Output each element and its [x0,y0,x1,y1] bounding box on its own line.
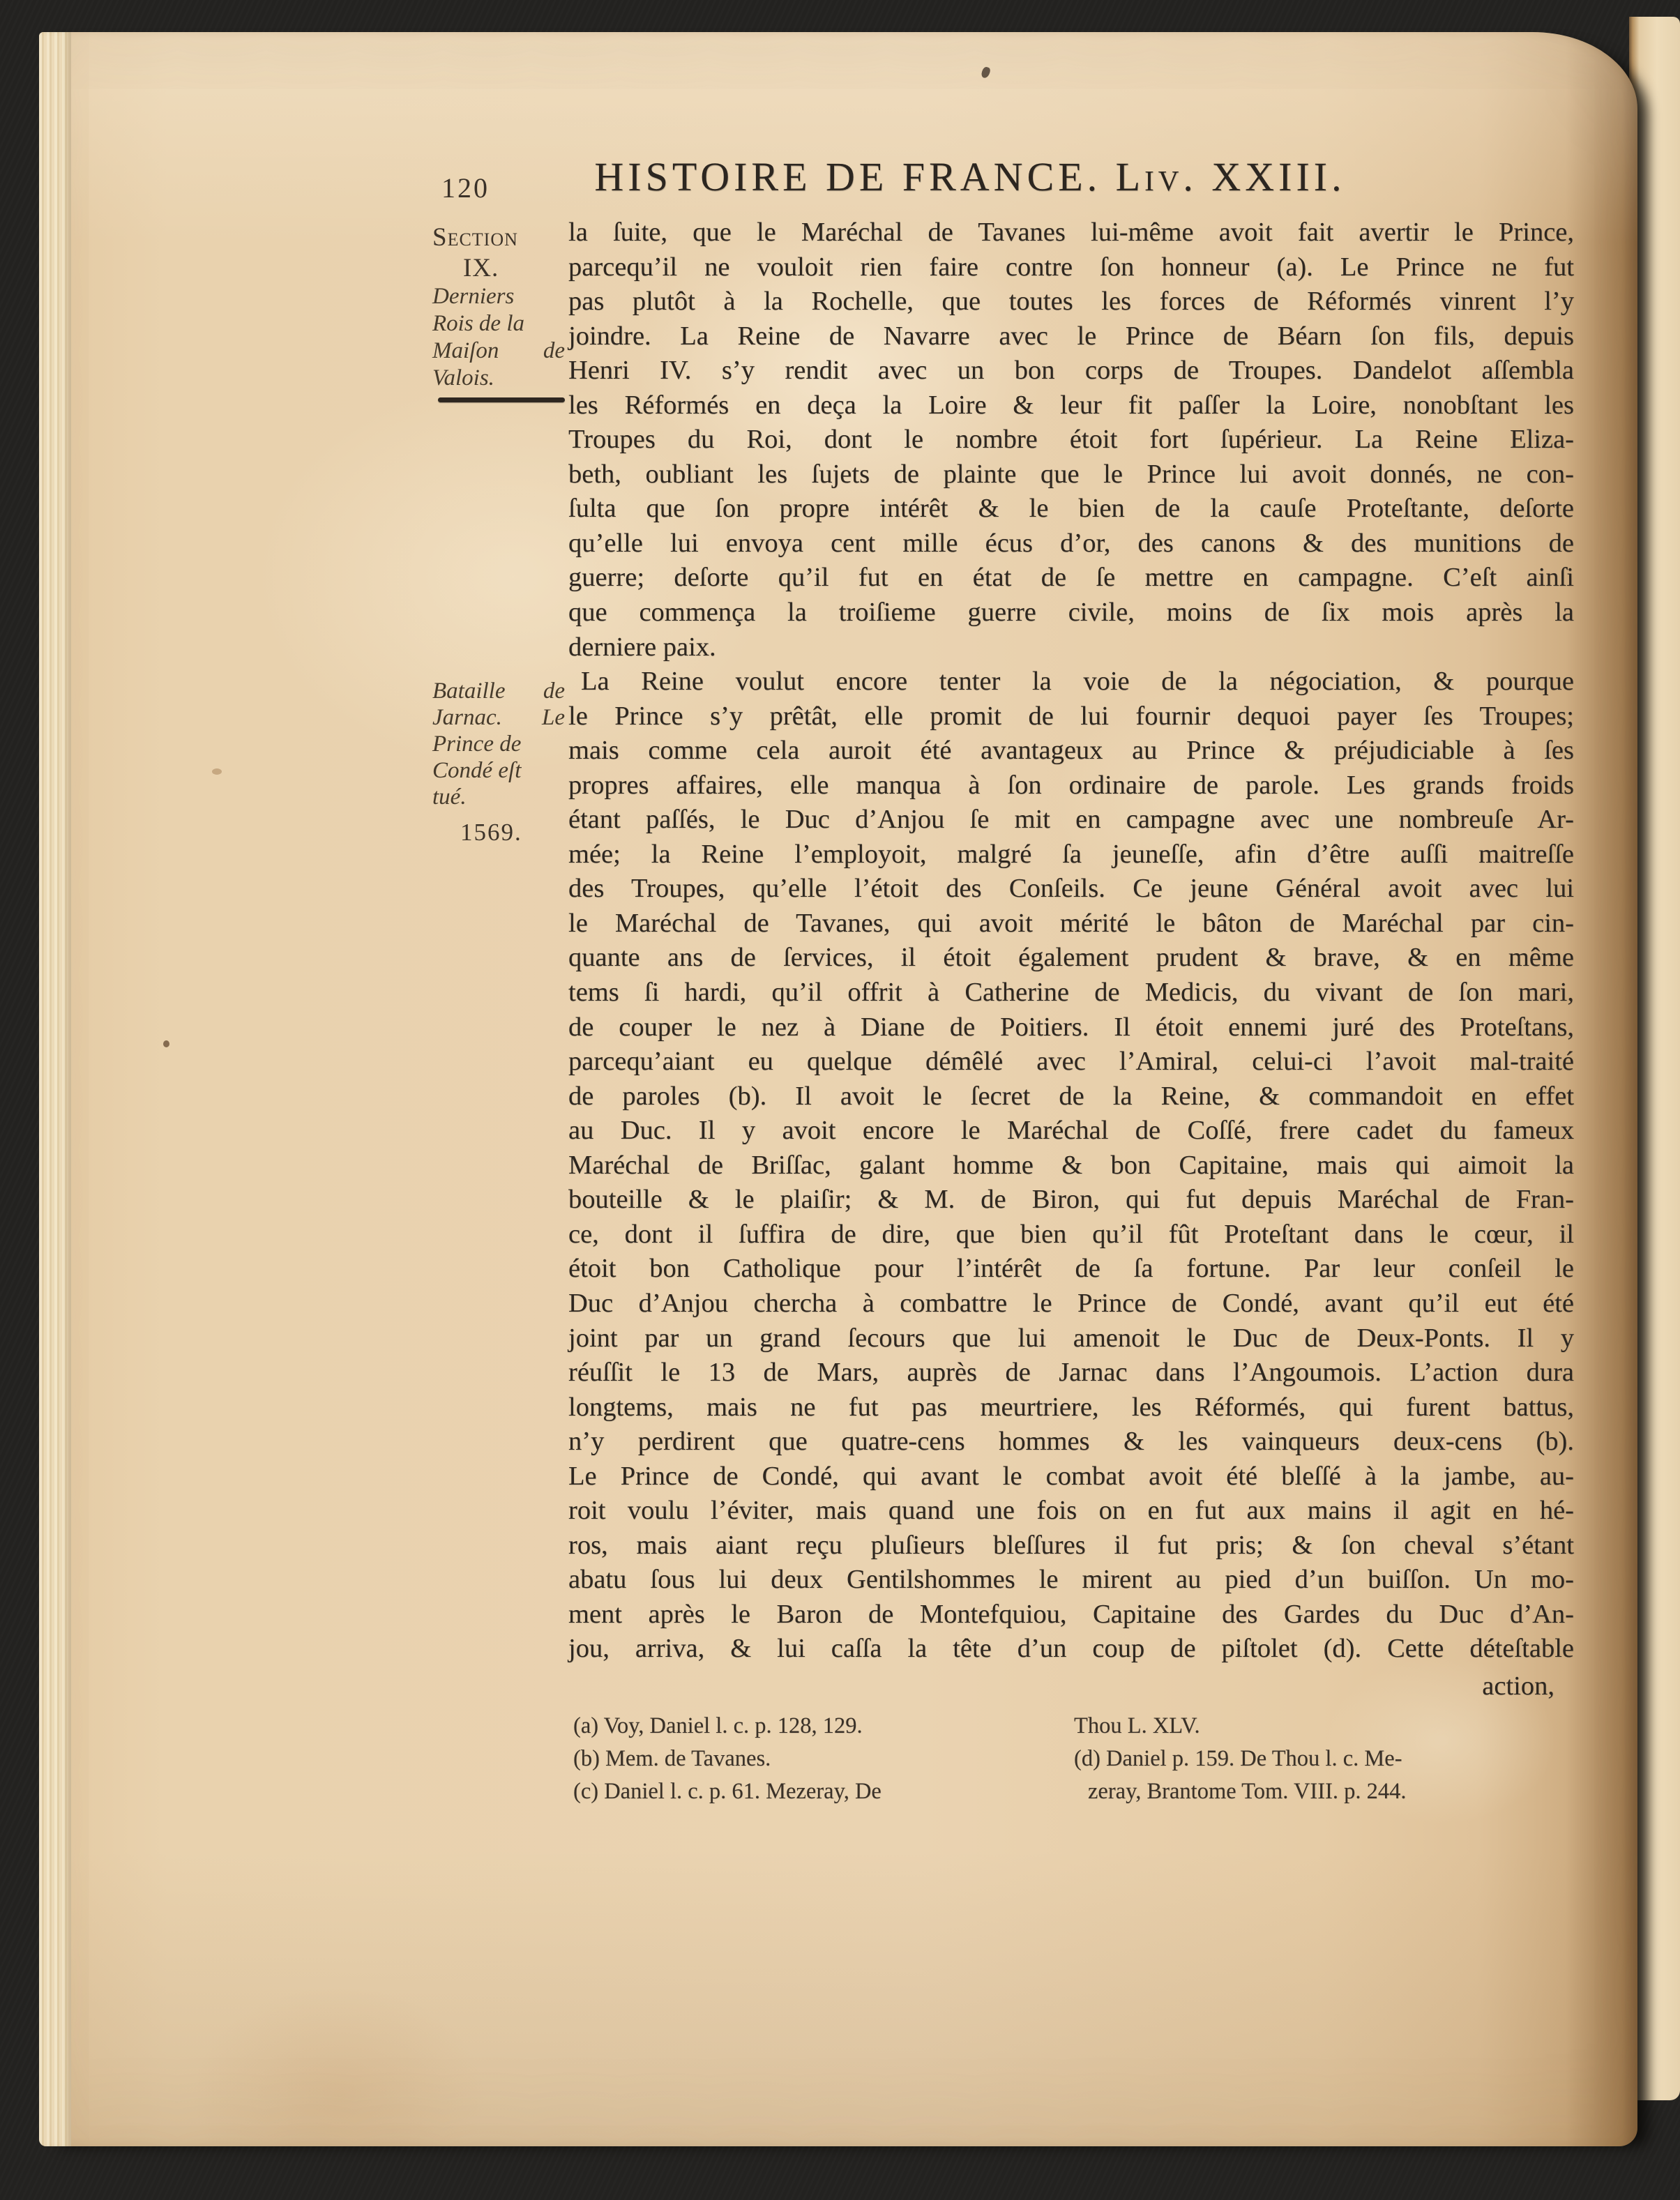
body-line: abatu ſous lui deux Gentilshommes le mirent au pied d’un buiſſon. Un mo- [568,1565,1574,1595]
body-line: roit voulu l’éviter, mais quand une fois on en fut aux mains il agit en hé- [568,1496,1574,1526]
margin-note-line: Jarnac. Le [432,705,565,730]
body-line: ment après le Baron de Montefquiou, Capitaine des Gardes du Duc d’An- [568,1599,1574,1629]
section-number: IX. [463,254,499,282]
margin-note-valois [432,283,565,392]
body-line: la ſuite, que le Maréchal de Tavanes lui-même avoit fait avertir le Prince, [568,218,1574,247]
body-line: Le Prince de Condé, qui avant le combat avoit été bleſſé à la jambe, au- [568,1461,1574,1491]
body-line: des Troupes, qu’elle l’étoit des Conſeils. Ce jeune Général avoit avec lui [568,874,1574,904]
body-line: réuſſit le 13 de Mars, auprès de Jarnac dans l’Angoumois. L’action dura [568,1358,1574,1388]
footnote-line: zeray, Brantome Tom. VIII. p. 244. [1088,1779,1407,1804]
margin-note-line: Derniers [432,284,515,309]
margin-note-line: Maiſon de [432,338,565,363]
body-line: de couper le nez à Diane de Poitiers. Il étoit ennemi juré des Proteſtans, [568,1012,1574,1042]
body-line: ce, dont il ſuffira de dire, que bien qu’il fût Proteſtant dans le cœur, il [568,1219,1574,1249]
margin-note-line: Condé eſt [432,758,522,783]
body-line: de paroles (b). Il avoit le ſecret de la Reine, & commandoit en effet [568,1081,1574,1111]
margin-note-year: 1569. [460,819,522,846]
margin-note-line: Prince de [432,731,522,757]
body-line: beth, oubliant les ſujets de plainte que le Prince lui avoit donnés, ne con- [568,459,1574,489]
body-line: La Reine voulut encore tenter la voie de la négociation, & pourque [581,667,1574,697]
footnote-line: Thou L. XLV. [1074,1713,1200,1738]
body-line: bouteille & le plaiſir; & M. de Biron, qui fut depuis Maréchal de Fran- [568,1185,1574,1215]
body-line: longtems, mais ne fut pas meurtriere, les Réformés, qui furent battus, [568,1392,1574,1422]
ink-speck [981,66,991,79]
body-line: Henri IV. s’y rendit avec un bon corps de Troupes. Dandelot aſſembla [568,356,1574,386]
margin-note-line: Valois. [432,365,494,390]
body-line: derniere paix. [568,632,716,662]
body-line: mais comme cela auroit été avantageux au Prince & préjudiciable à ſes [568,736,1574,766]
body-line: Troupes du Roi, dont le nombre étoit fort ſupérieur. La Reine Eliza- [568,425,1574,455]
body-line: n’y perdirent que quatre-cens hommes & les vainqueurs deux-cens (b). [568,1427,1574,1457]
ink-speck [163,1040,169,1047]
footnote-line: (c) Daniel l. c. p. 61. Mezeray, De [573,1779,881,1804]
catchword: action, [1482,1671,1554,1701]
page-number: 120 [441,172,490,204]
body-line: mée; la Reine l’employoit, malgré ſa jeuneſſe, afin d’être auſſi maitreſſe [568,839,1574,869]
body-line: tems ſi hardi, qu’il offrit à Catherine de Medicis, du vivant de ſon mari, [568,978,1574,1008]
ink-speck [212,768,222,775]
body-line: parcequ’aiant eu quelque démêlé avec l’Amiral, celui-ci l’avoit mal-traité [568,1047,1574,1077]
body-line: étant paſſés, le Duc d’Anjou ſe mit en campagne avec une nombreuſe Ar- [568,805,1574,835]
body-line: jou, arriva, & lui caſſa la tête d’un coup de piſtolet (d). Cette déteſtable [568,1634,1574,1664]
body-line: quante ans de ſervices, il étoit également prudent & brave, & en même [568,943,1574,973]
margin-rule [438,397,565,402]
body-line: ros, mais aiant reçu pluſieurs bleſſures il fut pris; & ſon cheval s’étant [568,1530,1574,1560]
body-line: joint par un grand ſecours que lui amenoit le Duc de Deux-Ponts. Il y [568,1323,1574,1353]
margin-note-line: Rois de la [432,311,524,336]
footnote-line: (b) Mem. de Tavanes. [573,1746,771,1771]
body-line: Duc d’Anjou chercha à combattre le Prince de Condé, avant qu’il eut été [568,1288,1574,1318]
body-line: les Réformés en deça la Loire & leur fit paſſer la Loire, nonobſtant les [568,390,1574,420]
book-page [39,32,1637,2146]
body-line: le Prince s’y prêtât, elle promit de lui fournir dequoi payer ſes Troupes; [568,701,1574,731]
footnote-line: (d) Daniel p. 159. De Thou l. c. Me- [1074,1746,1402,1771]
body-line: étoit bon Catholique pour l’intérêt de ſa fortune. Par leur conſeil le [568,1254,1574,1284]
footnotes-left-column [573,1710,1075,1808]
body-text [568,215,1574,1667]
body-line: parcequ’il ne vouloit rien faire contre ſon honneur (a). Le Prince ne fut [568,252,1574,282]
margin-note-lines [432,678,565,810]
body-line: qu’elle lui envoya cent mille écus d’or, des canons & des munitions de [568,528,1574,558]
running-header: HISTOIRE DE FRANCE. Liv. XXIII. [594,154,1346,199]
margin-note-jarnac [432,678,565,847]
body-line: au Duc. Il y avoit encore le Maréchal de Coſſé, frere cadet du fameux [568,1116,1574,1146]
footnote-line: (a) Voy, Daniel l. c. p. 128, 129. [573,1713,863,1738]
margin-note-line: Bataille de [432,678,565,704]
body-line: que commença la troiſieme guerre civile, moins de ſix mois après la [568,598,1574,628]
body-line: joindre. La Reine de Navarre avec le Prince de Béarn ſon fils, depuis [568,321,1574,351]
page-stack-edge [39,32,71,2146]
body-line: ſulta que ſon propre intérêt & le bien de la cauſe Proteſtante, deſorte [568,494,1574,524]
margin-note-line: tué. [432,784,467,810]
margin-note-section [432,222,565,392]
section-label: Section [432,223,518,252]
body-line: pas plutôt à la Rochelle, que toutes les forces de Réformés vinrent l’y [568,287,1574,317]
body-line: le Maréchal de Tavanes, qui avoit mérité le bâton de Maréchal par cin- [568,908,1574,938]
body-line: Maréchal de Briſſac, galant homme & bon Capitaine, mais qui aimoit la [568,1150,1574,1180]
body-line: guerre; deſorte qu’il fut en état de ſe mettre en campagne. C’eſt ainſi [568,563,1574,593]
footnotes-right-column [1074,1710,1618,1808]
body-line: propres affaires, elle manqua à ſon ordinaire de parole. Les grands froids [568,770,1574,800]
